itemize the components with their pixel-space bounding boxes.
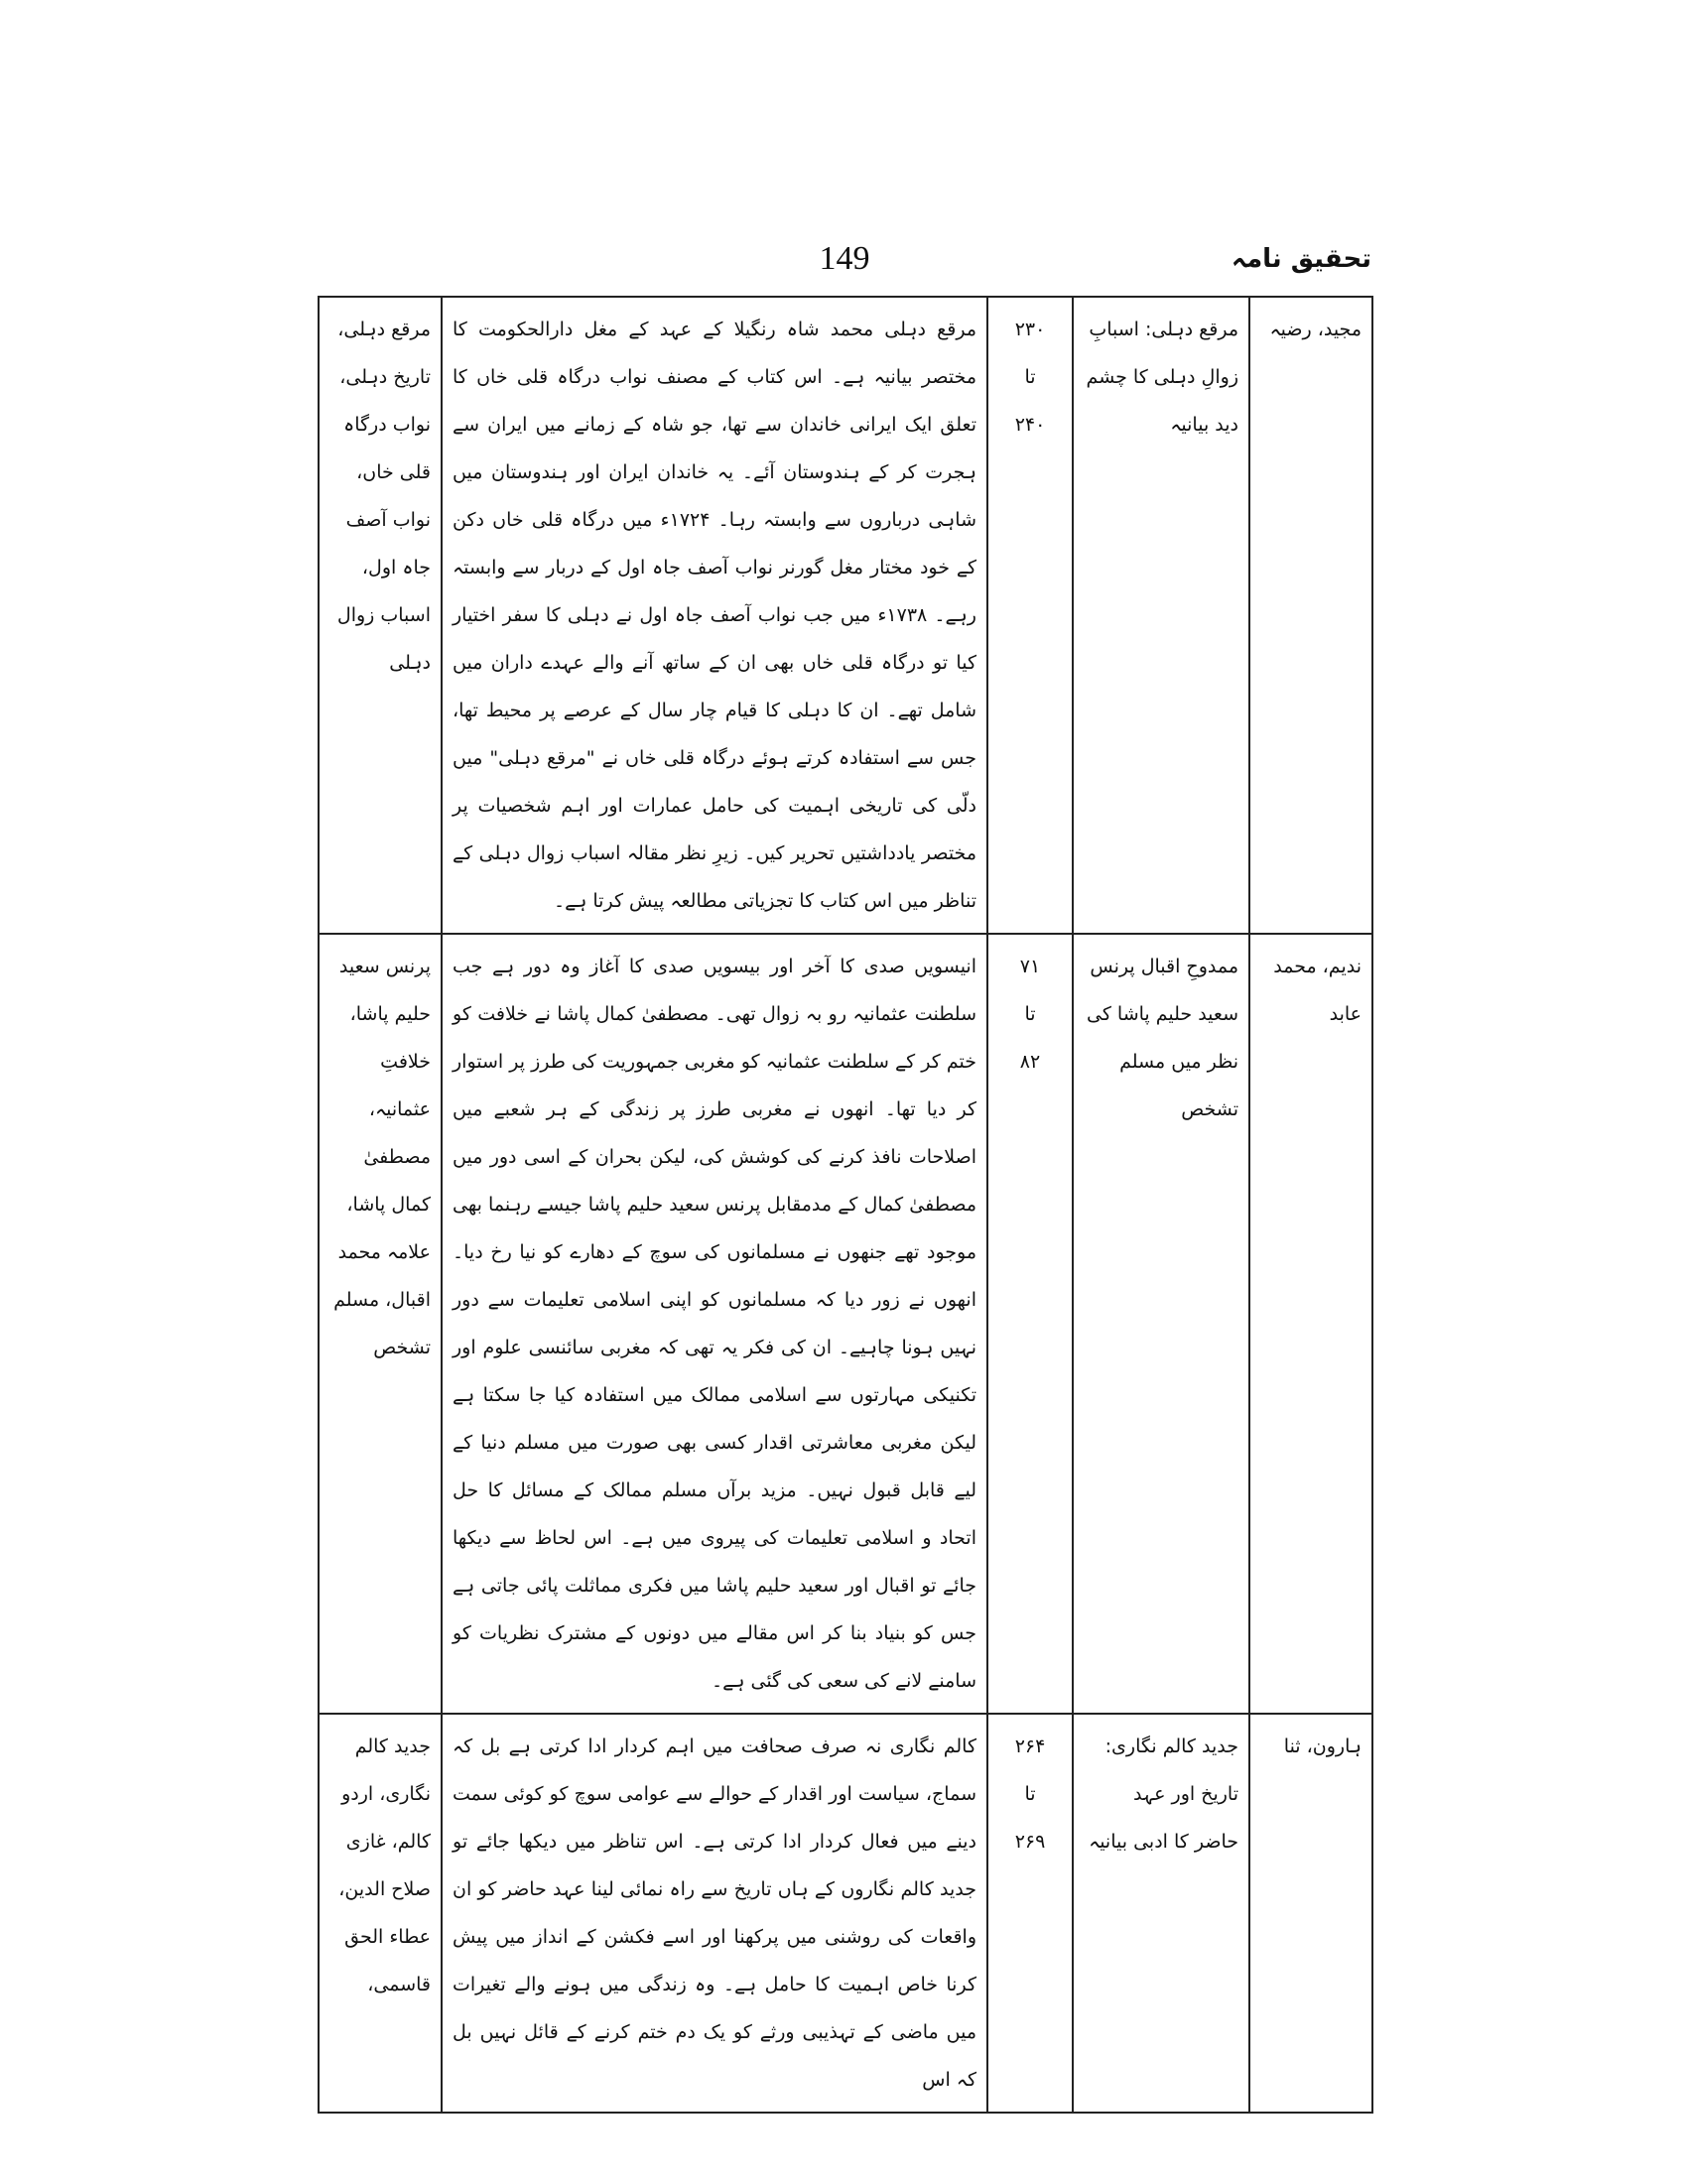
keyword: حلیم پاشا، [349, 1003, 431, 1025]
keyword: جاہ اول، [361, 557, 431, 578]
title-cell: مرقع دہلی: اسبابِ زوالِ دہلی کا چشم دید بیانیہ [1073, 297, 1249, 934]
keywords-cell [319, 1714, 442, 2113]
keyword: نواب درگاہ [343, 414, 431, 436]
title-cell: ممدوحِ اقبال پرنس سعید حلیم پاشا کی نظر میں مسلم تشخص [1073, 934, 1249, 1714]
pages-cell [987, 1714, 1073, 2113]
table-row [319, 297, 1372, 934]
page-to: تا [1024, 1783, 1036, 1805]
keyword: اقبال، مسلم [333, 1289, 431, 1311]
keyword: عثمانیہ، مصطفیٰ [363, 1098, 431, 1168]
keyword: قاسمی، [367, 1974, 431, 1995]
keyword: کمال پاشا، [346, 1194, 431, 1216]
page-to: تا [1024, 366, 1036, 388]
keyword: دہلی [389, 652, 431, 674]
keyword: اسباب زوال [336, 604, 431, 626]
page-number: 149 [819, 240, 870, 277]
page-end: ۸۲ [1019, 1051, 1041, 1073]
keywords-cell [319, 297, 442, 934]
pages-cell [987, 297, 1073, 934]
keyword: پرنس سعید [338, 956, 431, 977]
keyword: خلافتِ [380, 1051, 431, 1073]
keyword: علامہ محمد [337, 1241, 431, 1263]
page-end: ۲۶۹ [1014, 1831, 1046, 1853]
title-cell: جدید کالم نگاری: تاریخ اور عہد حاضر کا ادبی بیانیہ [1073, 1714, 1249, 2113]
author-cell: ندیم، محمد عابد [1249, 934, 1372, 1714]
keyword: صلاح الدین، [338, 1878, 431, 1900]
keyword: قلی خاں، [356, 461, 431, 483]
table-row [319, 1714, 1372, 2113]
author-cell: مجید، رضیہ [1249, 297, 1372, 934]
abstracts-table [318, 296, 1373, 2114]
page-start: ۲۶۴ [1014, 1735, 1046, 1757]
page-header [318, 240, 1371, 284]
abstract-cell: انیسویں صدی کا آخر اور بیسویں صدی کا آغاز وہ دور ہے جب سلطنت عثمانیہ رو بہ زوال تھی۔ مصطفیٰ کمال پاشا نے خلافت کو ختم کر کے سلطنت عثمانیہ کو مغربی جمہوریت کی طرز پر استوار کر دیا تھا۔ انھوں نے مغربی طرز پر زندگی کے ہر شعبے میں اصلاحات نافذ کرنے کی کوشش کی، لیکن بحران کے اسی دور میں مصطفیٰ کمال کے مدمقابل پرنس سعید حلیم پاشا جیسے رہنما بھی موجود تھے جنھوں نے مسلمانوں کی سوچ کے دھارے کو نیا رخ دیا۔ انھوں نے زور دیا کہ مسلمانوں کو اپنی اسلامی تعلیمات سے دور نہیں ہونا چاہیے۔ ان کی فکر یہ تھی کہ مغربی سائنسی علوم اور تکنیکی مہارتوں سے اسلامی ممالک میں استفادہ کیا جا سکتا ہے لیکن مغربی معاشرتی اقدار کسی بھی صورت میں مسلم دنیا کے لیے قابل قبول نہیں۔ مزید برآں مسلم ممالک کے مسائل کا حل اتحاد و اسلامی تعلیمات کی پیروی میں ہے۔ اس لحاظ سے دیکھا جائے تو اقبال اور سعید حلیم پاشا میں فکری مماثلت پائی جاتی ہے جس کو بنیاد بنا کر اس مقالے میں دونوں کے مشترک نظریات کو سامنے لانے کی سعی کی گئی ہے۔ [442, 934, 987, 1714]
table-row [319, 934, 1372, 1714]
keyword: نواب آصف [345, 509, 431, 531]
abstract-cell: کالم نگاری نہ صرف صحافت میں اہم کردار ادا کرتی ہے بل کہ سماج، سیاست اور اقدار کے حوالے سے عوامی سوچ کو کوئی سمت دینے میں فعال کردار ادا کرتی ہے۔ اس تناظر میں دیکھا جائے تو جدید کالم نگاروں کے ہاں تاریخ سے راہ نمائی لینا عہد حاضر کو ان واقعات کی روشنی میں پرکھنا اور اسے فکشن کے انداز میں پیش کرنا خاص اہمیت کا حامل ہے۔ وہ زندگی میں ہونے والے تغیرات میں ماضی کے تہذیبی ورثے کو یک دم ختم کرنے کے قائل نہیں بل کہ اس [442, 1714, 987, 2113]
keyword: مرقع دہلی، [337, 319, 431, 340]
abstract-cell: مرقع دہلی محمد شاہ رنگیلا کے عہد کے مغل دارالحکومت کا مختصر بیانیہ ہے۔ اس کتاب کے مصنف نواب درگاہ قلی خاں کا تعلق ایک ایرانی خاندان سے تھا، جو شاہ کے زمانے میں ایران سے ہجرت کر کے ہندوستان آئے۔ یہ خاندان ایران اور ہندوستان میں شاہی درباروں سے وابستہ رہا۔ ۱۷۲۴ء میں درگاہ قلی خاں دکن کے خود مختار مغل گورنر نواب آصف جاہ اول کے دربار سے وابستہ رہے۔ ۱۷۳۸ء میں جب نواب آصف جاہ اول نے دہلی کا سفر اختیار کیا تو درگاہ قلی خاں بھی ان کے ساتھ آنے والے عہدے داران میں شامل تھے۔ ان کا دہلی کا قیام چار سال کے عرصے پر محیط تھا، جس سے استفادہ کرتے ہوئے درگاہ قلی خاں نے "مرقع دہلی" میں دلّی کی تاریخی اہمیت کی حامل عمارات اور اہم شخصیات پر مختصر یادداشتیں تحریر کیں۔ زیرِ نظر مقالہ اسباب زوال دہلی کے تناظر میں اس کتاب کا تجزیاتی مطالعہ پیش کرتا ہے۔ [442, 297, 987, 934]
keyword: جدید کالم [354, 1735, 431, 1757]
page-end: ۲۴۰ [1014, 414, 1046, 436]
journal-name: تحقیق نامہ [1231, 244, 1371, 274]
pages-cell [987, 934, 1073, 1714]
keyword: تشخص [373, 1337, 431, 1358]
keyword: عطاء الحق [344, 1926, 431, 1948]
page-to: تا [1024, 1003, 1036, 1025]
keyword: کالم، غازی [345, 1831, 431, 1853]
page-start: ۲۳۰ [1014, 319, 1046, 340]
author-cell: ہارون، ثنا [1249, 1714, 1372, 2113]
keyword: تاریخ دہلی، [339, 366, 431, 388]
keyword: نگاری، اردو [341, 1783, 431, 1805]
keywords-cell [319, 934, 442, 1714]
page-start: ۷۱ [1019, 956, 1041, 977]
